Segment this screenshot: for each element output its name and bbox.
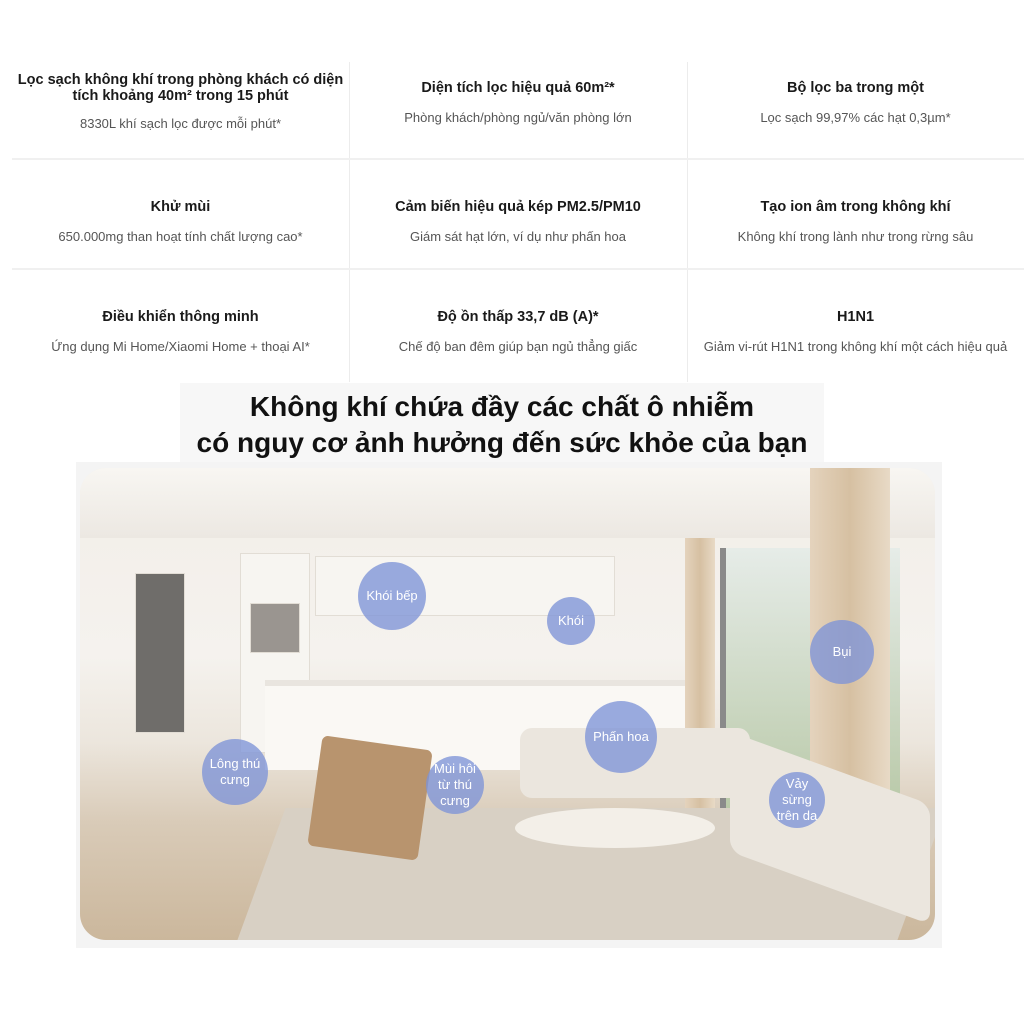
oven: [250, 603, 300, 653]
feature-cell: [12, 199, 349, 244]
pollutant-bubble: Mùi hôi từ thú cưng: [426, 756, 484, 814]
feature-title: Cảm biến hiệu quả kép PM2.5/PM10: [395, 199, 641, 215]
feature-title: Bộ lọc ba trong một: [787, 80, 924, 96]
feature-desc: 650.000mg than hoạt tính chất lượng cao*: [58, 229, 303, 244]
feature-desc: Giảm vi-rút H1N1 trong không khí một cách hiệu quả: [703, 339, 1008, 354]
feature-desc: 8330L khí sạch lọc được mỗi phút*: [79, 116, 282, 131]
lounge-chair: [307, 735, 432, 860]
feature-cell: [687, 80, 1024, 125]
feature-desc: Giám sát hạt lớn, ví dụ như phấn hoa: [410, 229, 626, 244]
feature-grid: [12, 62, 1024, 382]
feature-desc: Phòng khách/phòng ngủ/văn phòng lớn: [404, 110, 632, 125]
feature-desc: Lọc sạch 99,97% các hạt 0,3µm*: [760, 110, 951, 125]
pollutant-bubble: Phấn hoa: [585, 701, 657, 773]
feature-desc: Chế độ ban đêm giúp bạn ngủ thẳng giấc: [398, 339, 638, 354]
feature-title: Khử mùi: [150, 199, 211, 215]
feature-cell: [687, 309, 1024, 354]
feature-cell: [12, 309, 349, 354]
feature-title: Lọc sạch không khí trong phòng khách có diện tích khoảng 40m² trong 15 phút: [17, 72, 344, 104]
pollutant-bubble: Khói bếp: [358, 562, 426, 630]
pollutant-bubble: Bụi: [810, 620, 874, 684]
feature-cell: [349, 309, 687, 354]
living-room-photo: [80, 468, 935, 940]
feature-desc: Ứng dụng Mi Home/Xiaomi Home + thoại AI*: [51, 339, 310, 354]
feature-cell: [687, 199, 1024, 244]
pollutant-bubble: Vảy sừng trên da: [769, 772, 825, 828]
feature-desc: Không khí trong lành như trong rừng sâu: [737, 229, 974, 244]
divider: [12, 158, 1024, 160]
divider: [12, 268, 1024, 270]
feature-title: Tạo ion âm trong không khí: [760, 199, 951, 215]
section-headline: [180, 383, 824, 463]
pollutant-bubble: Lông thú cưng: [202, 739, 268, 805]
feature-title: Điều khiển thông minh: [102, 309, 259, 325]
headline-line: Không khí chứa đầy các chất ô nhiễm: [249, 391, 755, 422]
ceiling: [80, 468, 935, 538]
coffee-table: [515, 808, 715, 848]
feature-title: Diện tích lọc hiệu quả 60m²*: [421, 80, 615, 96]
feature-cell: [12, 72, 349, 131]
feature-title: H1N1: [836, 309, 875, 325]
feature-cell: [349, 80, 687, 125]
feature-title: Độ ồn thấp 33,7 dB (A)*: [437, 309, 599, 325]
headline-line: có nguy cơ ảnh hưởng đến sức khỏe của bạn: [196, 427, 808, 458]
feature-cell: [349, 199, 687, 244]
door: [135, 573, 185, 733]
pollutant-bubble: Khói: [547, 597, 595, 645]
